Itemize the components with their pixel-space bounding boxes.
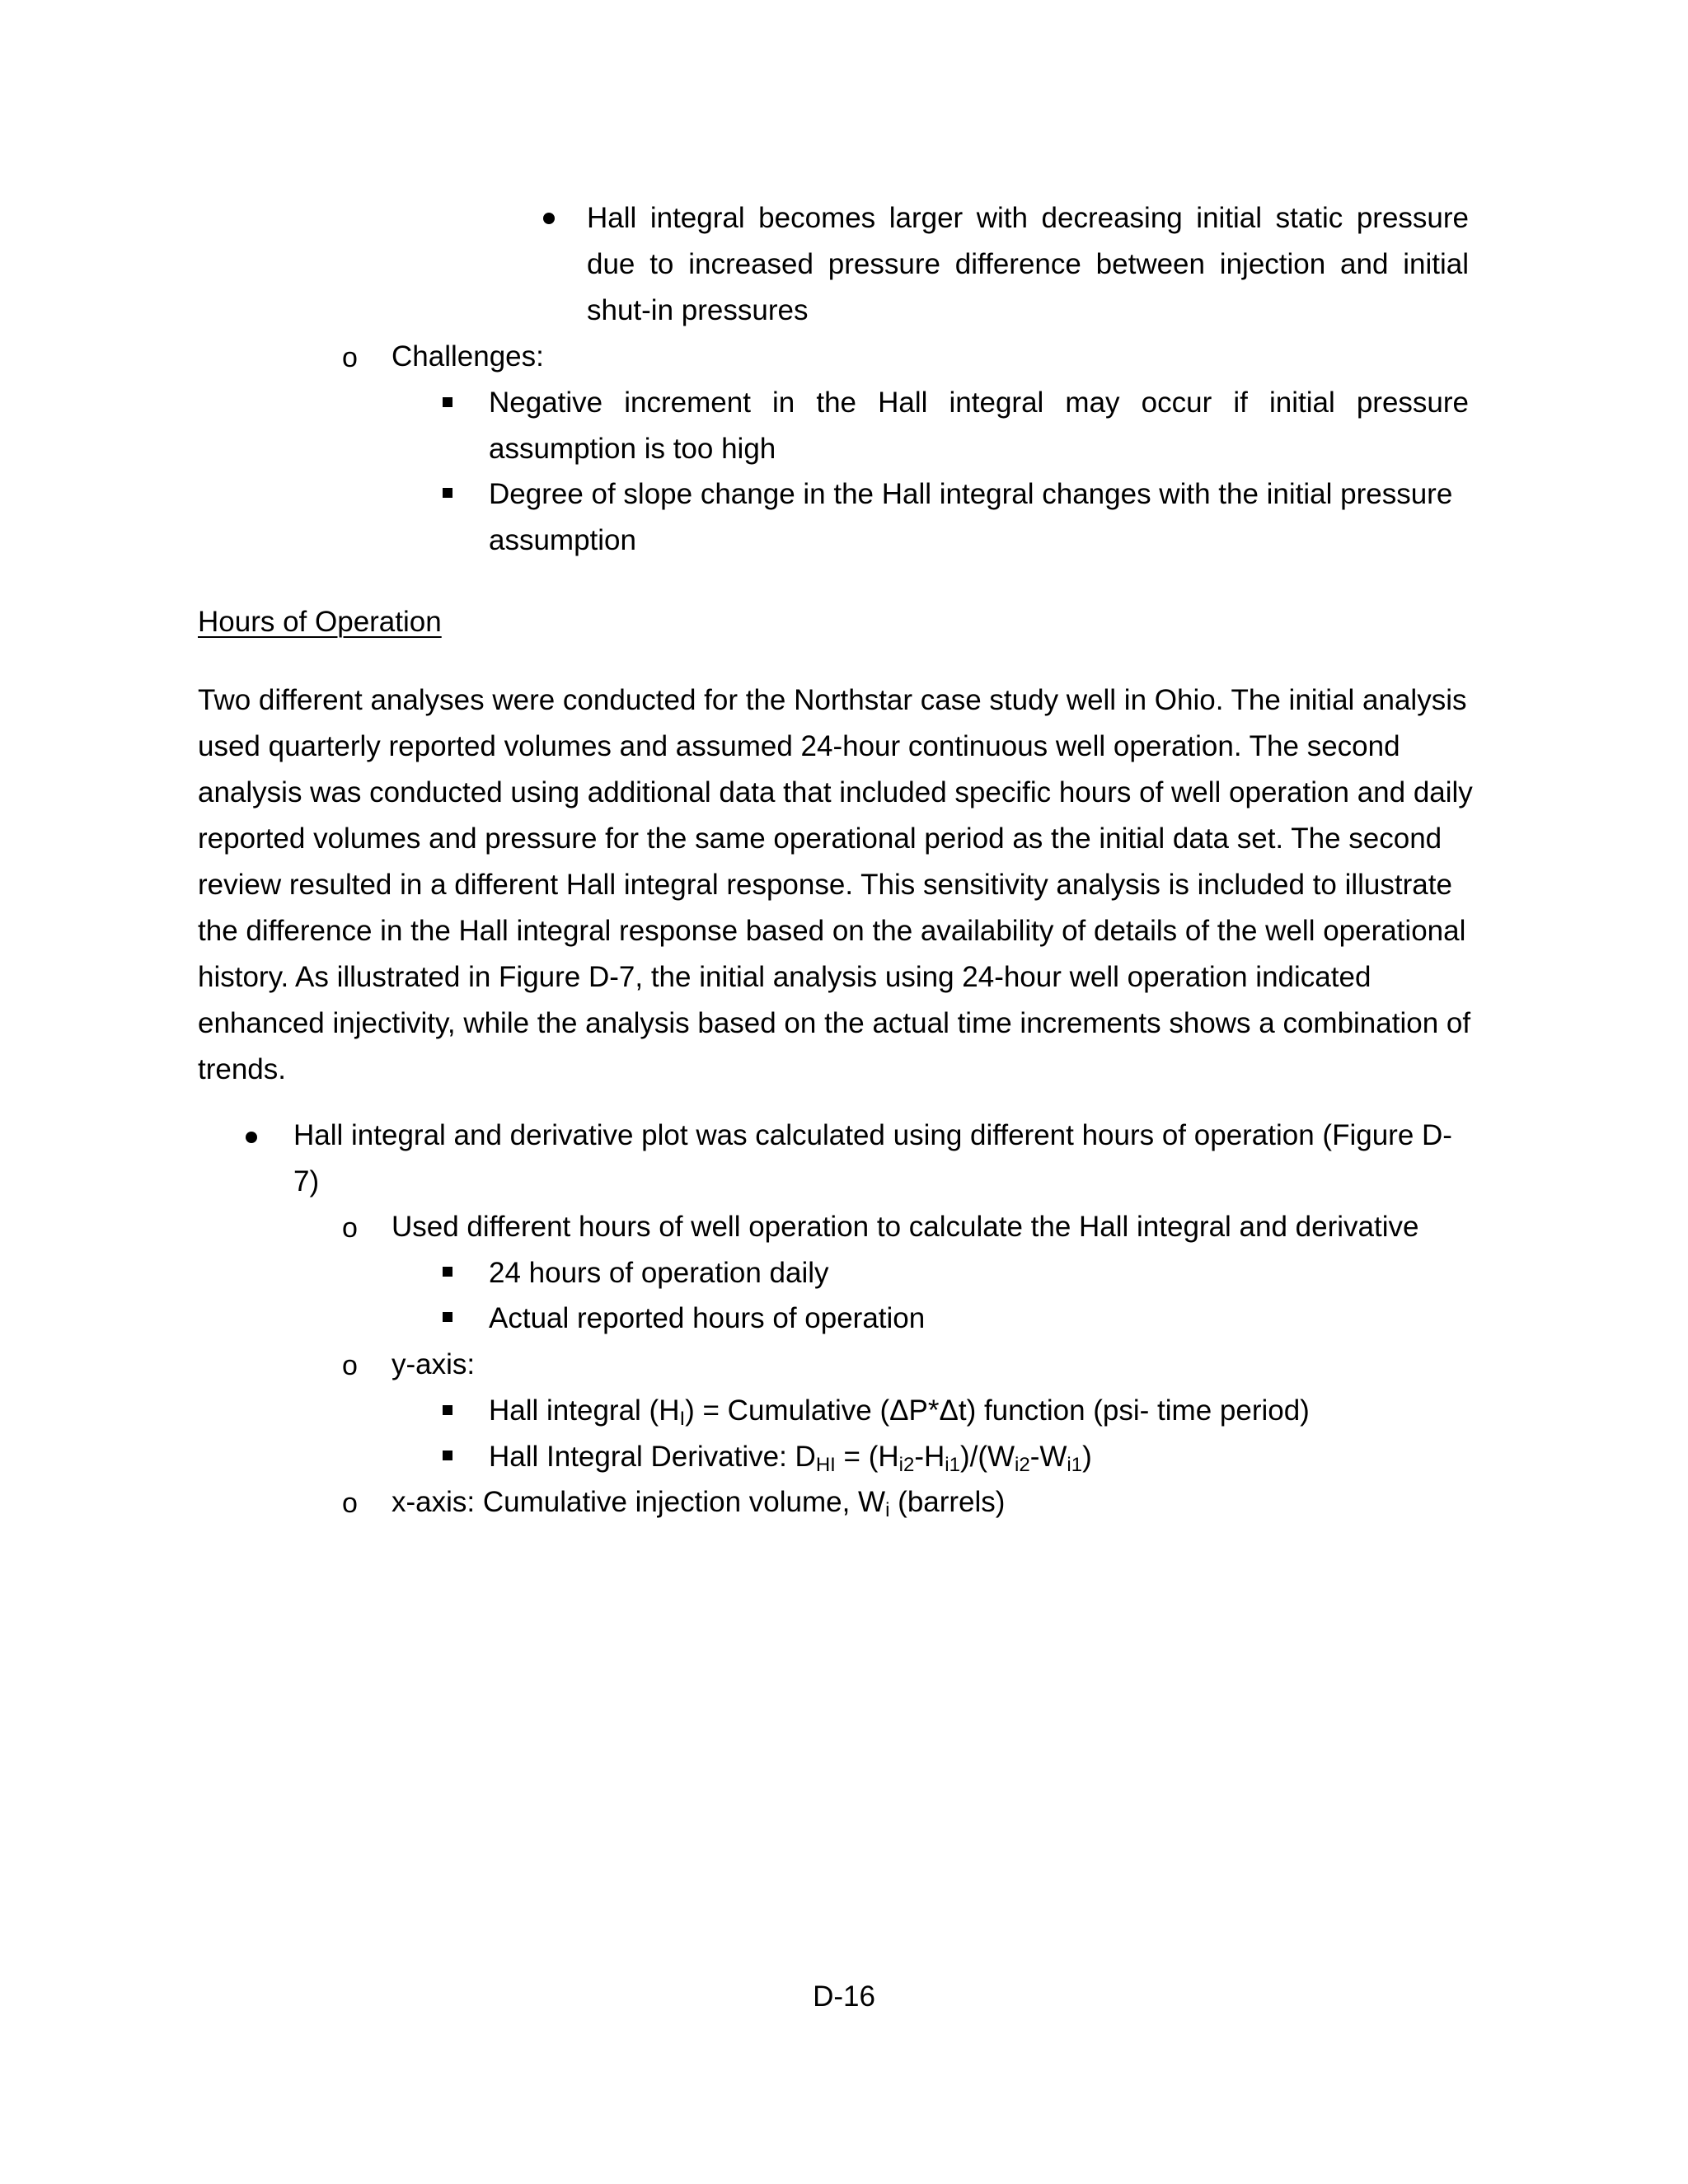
paragraph-text: Two different analyses were conducted for the Northstar case study well in Ohio. The initial analysis used quarterly reported volumes and assumed 24-hour continuous well operation. The second analysis was conducted using additional data that included specific hours of well operation and daily reported volumes and pressure for the same operational period as the initial data set. The second review resulted in a different Hall integral response. This sensitivity analysis is included to illustrate the difference in the Hall integral response based on the availability of details of the well operational history. As illustrated in Figure D-7, the initial analysis using 24-hour well operation indicated enhanced injectivity, while the analysis based on the actual time increments shows a combination of trends. [198,684,1473,1085]
square-bullet-marker [443,1405,452,1415]
page-number: D-16 [813,1980,875,2013]
hall-integral-definition [489,1388,1310,1434]
text-span: Hall integral (H [489,1394,680,1427]
bullet-marker [543,213,555,224]
square-bullet-marker [443,1312,452,1322]
subscript: HI [815,1454,836,1476]
list-item: Actual reported hours of operation [489,1302,926,1334]
list-item: Negative increment in the Hall integral may occur if initial pressure assumption is too high [489,387,1469,465]
text-span: ) [1082,1441,1092,1473]
text-span: )/(W [959,1441,1015,1473]
list-item: Degree of slope change in the Hall integral changes with the initial pressure assumption [489,478,1453,556]
list-item: Hall integral becomes larger with decreasing initial static pressure due to increased pressure difference between injection and initial shut-in pressures [587,202,1469,326]
circle-bullet-marker: o [342,1212,358,1244]
list-item: Hall integral and derivative plot was calculated using different hours of operation (Figure D-7) [293,1119,1452,1197]
y-axis-label: y-axis: [392,1348,476,1380]
subscript: i2 [1015,1454,1030,1476]
subscript: I [679,1408,686,1430]
square-bullet-marker [443,397,452,407]
list-item: 24 hours of operation daily [489,1257,829,1289]
text-span: = (H [835,1441,899,1473]
circle-bullet-marker: o [342,342,358,373]
text-span: -H [914,1441,945,1473]
subscript: i1 [1067,1454,1083,1476]
list-item: Used different hours of well operation to calculate the Hall integral and derivative [392,1211,1419,1243]
challenges-label: Challenges: [392,340,544,373]
square-bullet-marker [443,1267,452,1277]
hall-derivative-definition [489,1434,1092,1480]
x-axis-definition [392,1479,1005,1526]
subscript: i2 [898,1454,915,1476]
text-span: x-axis: Cumulative injection volume, W [392,1486,886,1518]
square-bullet-marker [443,1451,452,1460]
body-paragraph [198,677,1500,1093]
text-span: -W [1029,1441,1067,1473]
subscript: i [885,1499,890,1521]
section-heading: Hours of Operation [198,606,442,638]
text-span: ) = Cumulative (ΔP*Δt) function (psi- time period) [685,1394,1310,1427]
square-bullet-marker [443,488,452,498]
text-span: Hall Integral Derivative: D [489,1441,816,1473]
circle-bullet-marker: o [342,1488,358,1519]
circle-bullet-marker: o [342,1350,358,1381]
subscript: i1 [945,1454,960,1476]
text-span: (barrels) [889,1486,1006,1518]
bullet-marker [246,1132,257,1143]
